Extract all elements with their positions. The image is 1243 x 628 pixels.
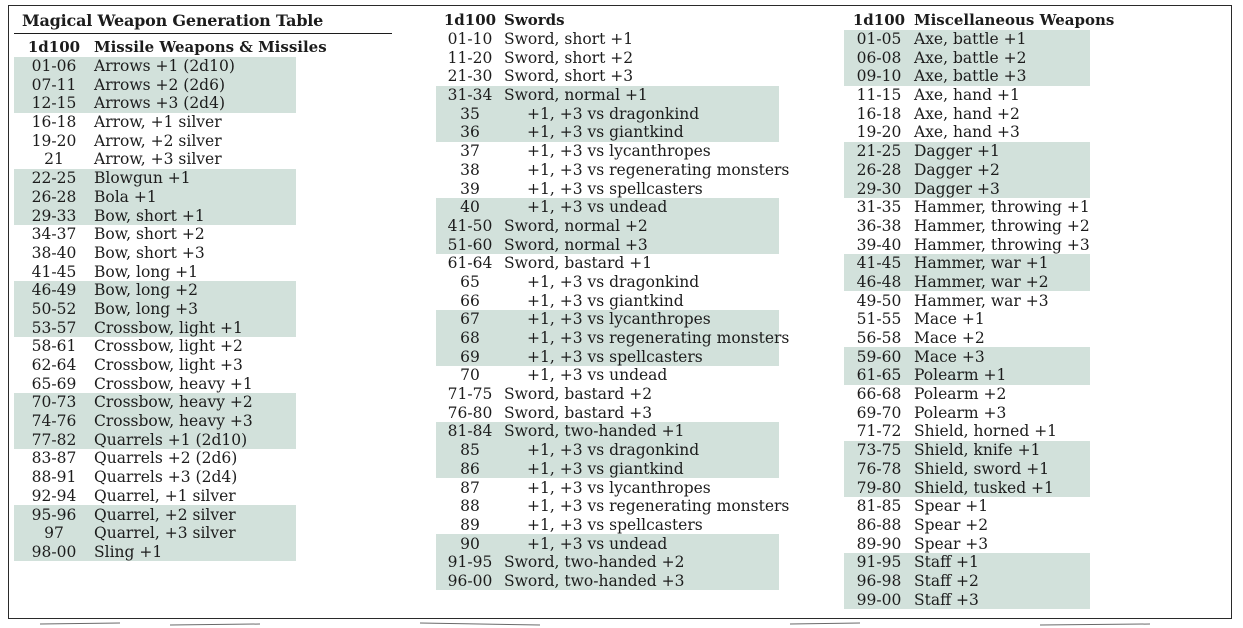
roll-range: 77-82 (31, 430, 77, 449)
roll-range: 41-45 (31, 262, 77, 281)
weapon-name: Hammer, war +2 (914, 272, 1049, 291)
roll-range: 21-30 (447, 67, 493, 86)
roll-range: 70-73 (31, 393, 77, 412)
roll-range: 12-15 (31, 94, 77, 113)
roll-range: 85 (460, 441, 480, 460)
weapon-name: Mace +2 (914, 329, 985, 348)
table-row (844, 291, 1090, 310)
weapon-name: +1, +3 vs giantkind (527, 459, 684, 478)
table-row (844, 347, 1090, 366)
weapon-name: Quarrels +3 (2d4) (94, 468, 238, 487)
roll-range: 37 (460, 142, 480, 161)
roll-range: 71-72 (856, 422, 902, 441)
roll-range: 90 (460, 534, 480, 553)
weapon-name: Spear +2 (914, 515, 989, 534)
table-row (436, 48, 779, 67)
weapon-name: Bow, short +1 (94, 206, 205, 225)
roll-range: 19-20 (856, 123, 902, 142)
table-row (844, 142, 1090, 161)
table-row (14, 449, 296, 468)
weapon-header: Missile Weapons & Missiles (94, 38, 327, 57)
weapon-name: Sword, two-handed +3 (504, 571, 685, 590)
weapon-name: Sword, bastard +2 (504, 385, 653, 404)
weapon-name: Crossbow, heavy +3 (94, 412, 253, 431)
table-row (844, 67, 1090, 86)
roll-range: 69 (460, 347, 480, 366)
table-row (14, 337, 296, 356)
title-divider (14, 33, 392, 34)
weapon-name: Crossbow, light +1 (94, 318, 243, 337)
weapon-name: Sword, bastard +1 (504, 254, 653, 273)
weapon-name: +1, +3 vs regenerating monsters (527, 160, 790, 179)
roll-range: 98-00 (31, 542, 77, 561)
weapon-name: Hammer, throwing +3 (914, 235, 1090, 254)
weapon-name: +1, +3 vs giantkind (527, 291, 684, 310)
column-header (14, 38, 327, 57)
table-row (844, 553, 1090, 572)
weapon-name: Dagger +2 (914, 160, 1000, 179)
weapon-name: Dagger +3 (914, 179, 1000, 198)
weapon-name: Hammer, war +1 (914, 254, 1049, 273)
table-row (844, 572, 1090, 591)
table-row (436, 254, 779, 273)
table-row (436, 553, 779, 572)
roll-range: 83-87 (31, 449, 77, 468)
weapon-name: Dagger +1 (914, 142, 1000, 161)
roll-range: 95-96 (31, 505, 77, 524)
roll-range: 88 (460, 497, 480, 516)
weapon-name: Bola +1 (94, 187, 157, 206)
table-row (436, 235, 779, 254)
weapon-name: Arrow, +2 silver (94, 131, 222, 150)
roll-range: 99-00 (856, 590, 902, 609)
roll-range: 53-57 (31, 318, 77, 337)
table-row (436, 86, 779, 105)
weapon-name: +1, +3 vs lycanthropes (527, 142, 711, 161)
weapon-name: Arrow, +3 silver (94, 150, 222, 169)
roll-range: 76-78 (856, 459, 902, 478)
table-row (844, 422, 1090, 441)
missile-weapons-column (14, 38, 327, 561)
roll-range: 66-68 (856, 385, 902, 404)
weapon-name: +1, +3 vs dragonkind (527, 272, 700, 291)
roll-range: 36-38 (856, 216, 902, 235)
table-row (844, 516, 1090, 535)
table-row (14, 468, 296, 487)
roll-range: 09-10 (856, 67, 902, 86)
roll-range: 91-95 (447, 553, 493, 572)
table-row (844, 478, 1090, 497)
weapon-name: Hammer, throwing +1 (914, 198, 1090, 217)
roll-range: 76-80 (447, 403, 493, 422)
roll-range: 35 (460, 104, 480, 123)
weapon-name: Polearm +3 (914, 403, 1007, 422)
roll-range: 21 (44, 150, 64, 169)
weapon-name: Arrows +3 (2d4) (94, 94, 226, 113)
table-row (436, 329, 790, 348)
weapon-name: Crossbow, light +2 (94, 337, 243, 356)
roll-range: 34-37 (31, 225, 77, 244)
table-row (436, 422, 779, 441)
roll-range: 87 (460, 478, 480, 497)
weapon-name: Arrows +1 (2d10) (94, 57, 235, 76)
roll-range: 62-64 (31, 356, 77, 375)
table-row (844, 590, 1090, 609)
roll-range: 86 (460, 459, 480, 478)
weapon-name: Bow, short +2 (94, 225, 205, 244)
roll-range: 86-88 (856, 515, 902, 534)
weapon-name: +1, +3 vs dragonkind (527, 104, 700, 123)
table-row (844, 385, 1090, 404)
weapon-name: Quarrel, +2 silver (94, 505, 236, 524)
table-row (436, 460, 779, 479)
weapon-name: Arrow, +1 silver (94, 113, 222, 132)
weapon-name: Sword, short +2 (504, 48, 634, 67)
roll-header: 1d100 (852, 11, 906, 30)
table-row (436, 217, 779, 236)
table-row (844, 104, 1090, 123)
roll-range: 26-28 (31, 187, 77, 206)
column-header (844, 11, 1115, 30)
weapon-header: Swords (504, 11, 565, 30)
roll-range: 96-00 (447, 571, 493, 590)
table-row (844, 366, 1090, 385)
table-row (844, 497, 1090, 516)
roll-range: 81-85 (856, 497, 902, 516)
weapon-name: Sword, two-handed +2 (504, 553, 685, 572)
roll-range: 01-06 (31, 57, 77, 76)
table-row (14, 225, 296, 244)
roll-range: 69-70 (856, 403, 902, 422)
table-row (844, 123, 1090, 142)
weapon-name: Quarrel, +3 silver (94, 524, 236, 543)
table-row (436, 179, 779, 198)
roll-range: 07-11 (31, 75, 77, 94)
table-row (844, 217, 1090, 236)
roll-range: 39 (460, 179, 480, 198)
weapon-name: Bow, long +3 (94, 299, 198, 318)
roll-range: 11-15 (856, 86, 902, 105)
weapon-name: Axe, battle +2 (914, 48, 1027, 67)
weapon-name: +1, +3 vs regenerating monsters (527, 497, 790, 516)
weapon-name: Staff +3 (914, 590, 979, 609)
table-row (844, 86, 1090, 105)
table-row (844, 48, 1090, 67)
roll-range: 67 (460, 310, 480, 329)
table-row (14, 300, 296, 319)
weapon-name: Sword, normal +2 (504, 216, 648, 235)
table-row (436, 347, 779, 366)
table-row (14, 430, 296, 449)
table-row (14, 188, 296, 207)
table-row (436, 198, 779, 217)
roll-range: 11-20 (447, 48, 493, 67)
weapon-name: Bow, long +1 (94, 262, 198, 281)
roll-range: 71-75 (447, 385, 493, 404)
table-row (436, 291, 779, 310)
roll-range: 38-40 (31, 243, 77, 262)
roll-range: 81-84 (447, 422, 493, 441)
roll-range: 06-08 (856, 48, 902, 67)
weapon-name: Blowgun +1 (94, 169, 191, 188)
table-row (14, 543, 296, 562)
table-row (436, 497, 790, 516)
roll-range: 31-34 (447, 86, 493, 105)
table-row (436, 160, 790, 180)
roll-range: 58-61 (31, 337, 77, 356)
roll-range: 61-65 (856, 366, 902, 385)
roll-range: 36 (460, 123, 480, 142)
roll-range: 89 (460, 515, 480, 534)
roll-range: 49-50 (856, 291, 902, 310)
weapon-name: Quarrels +2 (2d6) (94, 449, 238, 468)
table-row (436, 123, 779, 142)
roll-range: 51-60 (447, 235, 493, 254)
weapon-name: +1, +3 vs undead (527, 366, 668, 385)
roll-range: 31-35 (856, 198, 902, 217)
table-row (14, 505, 296, 524)
weapon-name: Quarrels +1 (2d10) (94, 430, 248, 449)
table-row (844, 310, 1090, 329)
weapon-name: Shield, tusked +1 (914, 478, 1054, 497)
weapon-name: Sword, short +3 (504, 67, 634, 86)
roll-range: 22-25 (31, 169, 77, 188)
table-row (14, 356, 296, 375)
table-row (14, 206, 296, 225)
weapon-name: Spear +1 (914, 497, 989, 516)
weapon-name: Mace +3 (914, 347, 985, 366)
roll-range: 89-90 (856, 534, 902, 553)
weapon-name: Sling +1 (94, 542, 163, 561)
roll-range: 65-69 (31, 374, 77, 393)
table-row (14, 113, 296, 132)
table-row (14, 94, 296, 113)
weapon-name: Axe, hand +2 (914, 104, 1020, 123)
weapon-name: +1, +3 vs spellcasters (527, 347, 703, 366)
table-row (436, 534, 779, 553)
table-row (844, 329, 1090, 348)
table-row (436, 385, 779, 404)
roll-range: 21-25 (856, 142, 902, 161)
table-row (14, 244, 296, 263)
table-row (436, 366, 779, 385)
roll-range: 41-50 (447, 216, 493, 235)
weapon-name: Axe, hand +3 (914, 123, 1020, 142)
table-row (844, 460, 1090, 479)
table-row (14, 412, 296, 431)
roll-range: 79-80 (856, 478, 902, 497)
table-row (436, 30, 779, 49)
roll-header: 1d100 (27, 38, 81, 57)
weapon-name: +1, +3 vs undead (527, 534, 668, 553)
table-row (436, 478, 779, 497)
table-row (14, 374, 296, 393)
weapon-name: Mace +1 (914, 310, 985, 329)
roll-range: 70 (460, 366, 480, 385)
weapon-name: +1, +3 vs giantkind (527, 123, 684, 142)
roll-range: 41-45 (856, 254, 902, 273)
weapon-name: Shield, knife +1 (914, 441, 1041, 460)
weapon-name: Hammer, throwing +2 (914, 216, 1090, 235)
roll-range: 16-18 (856, 104, 902, 123)
table-row (14, 131, 296, 150)
table-row (844, 198, 1090, 217)
weapon-name: Axe, hand +1 (914, 86, 1020, 105)
weapon-name: Quarrel, +1 silver (94, 486, 236, 505)
roll-range: 56-58 (856, 329, 902, 348)
weapon-name: Staff +2 (914, 571, 979, 590)
roll-range: 50-52 (31, 299, 77, 318)
table-row (436, 403, 779, 422)
roll-range: 96-98 (856, 571, 902, 590)
table-row (436, 310, 779, 329)
roll-range: 51-55 (856, 310, 902, 329)
roll-range: 26-28 (856, 160, 902, 179)
weapon-name: Bow, short +3 (94, 243, 205, 262)
table-row (436, 441, 779, 460)
swords-column (436, 11, 790, 590)
weapon-name: Crossbow, heavy +1 (94, 374, 253, 393)
roll-range: 74-76 (31, 412, 77, 431)
table-row (14, 393, 296, 412)
weapon-name: Staff +1 (914, 553, 979, 572)
roll-range: 19-20 (31, 131, 77, 150)
table-row (844, 179, 1090, 198)
table-row (844, 254, 1090, 273)
weapon-name: Hammer, war +3 (914, 291, 1049, 310)
roll-range: 68 (460, 329, 480, 348)
weapon-name: Axe, battle +1 (914, 30, 1027, 49)
table-row (436, 516, 779, 535)
roll-range: 46-49 (31, 281, 77, 300)
weapon-name: Crossbow, heavy +2 (94, 393, 253, 412)
table-row (436, 572, 779, 591)
table-row (436, 142, 779, 161)
table-row (14, 262, 296, 281)
weapon-name: Polearm +2 (914, 385, 1007, 404)
table-row (436, 67, 779, 86)
weapon-name: Crossbow, light +3 (94, 356, 243, 375)
roll-range: 38 (460, 160, 480, 179)
roll-range: 29-33 (31, 206, 77, 225)
weapon-name: Sword, normal +3 (504, 235, 648, 254)
weapon-name: Axe, battle +3 (914, 67, 1027, 86)
page-title: Magical Weapon Generation Table (22, 11, 324, 30)
table-row (14, 57, 296, 76)
roll-range: 01-05 (856, 30, 902, 49)
roll-range: 16-18 (31, 113, 77, 132)
roll-range: 91-95 (856, 553, 902, 572)
weapon-name: Sword, bastard +3 (504, 403, 653, 422)
weapon-name: +1, +3 vs undead (527, 198, 668, 217)
table-row (844, 161, 1090, 180)
weapon-name: +1, +3 vs regenerating monsters (527, 329, 790, 348)
table-row (14, 487, 296, 506)
table-row (844, 441, 1090, 460)
roll-range: 59-60 (856, 347, 902, 366)
table-row (14, 318, 296, 337)
column-header (436, 11, 781, 30)
roll-range: 29-30 (856, 179, 902, 198)
table-row (844, 235, 1090, 254)
roll-range: 01-10 (447, 30, 493, 49)
roll-range: 66 (460, 291, 480, 310)
weapon-name: +1, +3 vs spellcasters (527, 179, 703, 198)
roll-range: 65 (460, 272, 480, 291)
table-row (14, 524, 296, 543)
roll-range: 88-91 (31, 468, 77, 487)
table-row (844, 403, 1090, 422)
table-row (436, 104, 779, 123)
weapon-name: Sword, normal +1 (504, 86, 648, 105)
weapon-name: Polearm +1 (914, 366, 1007, 385)
roll-range: 97 (44, 524, 64, 543)
weapon-name: +1, +3 vs lycanthropes (527, 478, 711, 497)
table-row (844, 273, 1090, 292)
roll-range: 73-75 (856, 441, 902, 460)
table-row (14, 75, 296, 94)
weapon-name: Arrows +2 (2d6) (94, 75, 226, 94)
table-row (436, 273, 779, 292)
weapon-name: Spear +3 (914, 534, 989, 553)
weapon-name: Bow, long +2 (94, 281, 198, 300)
roll-range: 46-48 (856, 272, 902, 291)
weapon-name: Sword, two-handed +1 (504, 422, 685, 441)
table-row (14, 150, 296, 169)
weapon-name: Sword, short +1 (504, 30, 634, 49)
roll-range: 61-64 (447, 254, 493, 273)
roll-range: 39-40 (856, 235, 902, 254)
weapon-name: +1, +3 vs spellcasters (527, 515, 703, 534)
table-row (14, 169, 296, 188)
table-row (844, 30, 1090, 49)
roll-header: 1d100 (443, 11, 497, 30)
weapon-header: Miscellaneous Weapons (914, 11, 1115, 30)
weapon-name: +1, +3 vs lycanthropes (527, 310, 711, 329)
miscellaneous-weapons-column (844, 11, 1115, 609)
roll-range: 92-94 (31, 486, 77, 505)
scan-edge-marks (0, 620, 1243, 628)
roll-range: 40 (460, 198, 480, 217)
weapon-name: +1, +3 vs dragonkind (527, 441, 700, 460)
weapon-name: Shield, horned +1 (914, 422, 1058, 441)
table-row (844, 534, 1090, 553)
weapon-name: Shield, sword +1 (914, 459, 1050, 478)
table-row (14, 281, 296, 300)
